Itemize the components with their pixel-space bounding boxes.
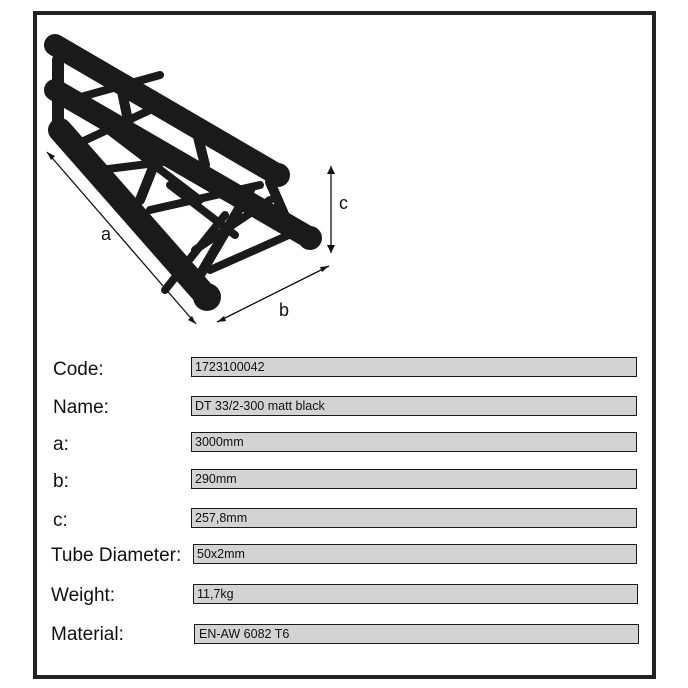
material-value: EN-AW 6082 T6 xyxy=(194,624,639,644)
c-label: c: xyxy=(53,510,68,531)
tube-diameter-label: Tube Diameter: xyxy=(51,545,182,566)
dimension-c-label: c xyxy=(339,193,348,213)
a-label: a: xyxy=(53,434,69,455)
a-value: 3000mm xyxy=(191,432,637,452)
name-value: DT 33/2-300 matt black xyxy=(191,396,637,416)
dimension-a-label: a xyxy=(101,224,112,244)
code-value: 1723100042 xyxy=(191,357,637,377)
c-value: 257,8mm xyxy=(191,508,637,528)
b-value: 290mm xyxy=(191,469,637,489)
material-label: Material: xyxy=(51,624,124,645)
tube-diameter-value: 50x2mm xyxy=(193,544,637,564)
weight-label: Weight: xyxy=(51,585,116,606)
b-label: b: xyxy=(53,471,69,492)
dimension-b-label: b xyxy=(279,300,290,320)
weight-value: 11,7kg xyxy=(193,584,638,604)
truss-illustration xyxy=(55,45,322,311)
name-label: Name: xyxy=(53,397,109,418)
code-label: Code: xyxy=(53,359,104,380)
